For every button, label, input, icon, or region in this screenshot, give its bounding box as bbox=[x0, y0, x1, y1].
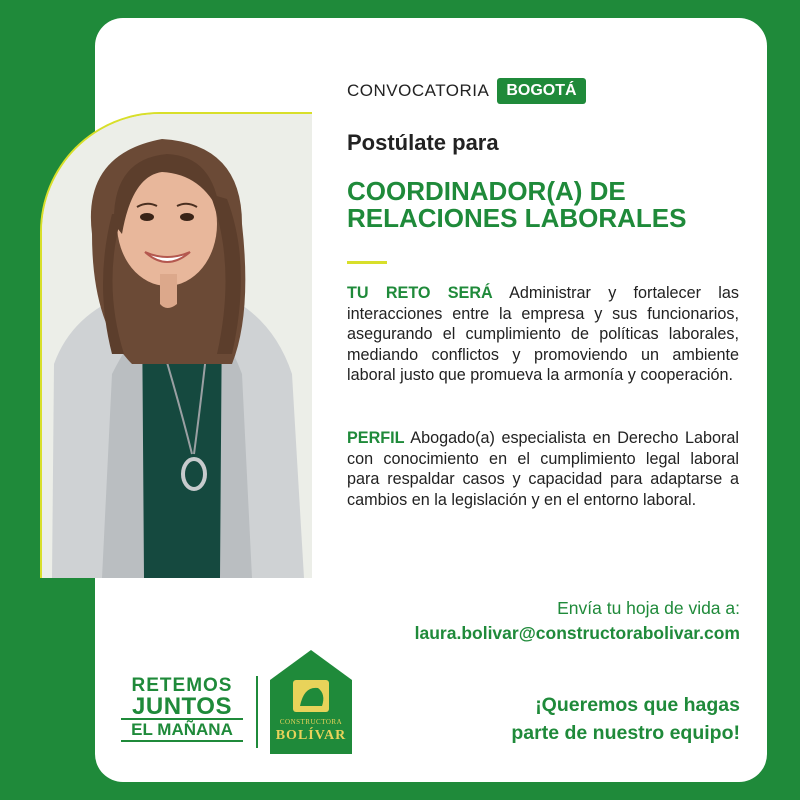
closing-message bbox=[511, 691, 740, 747]
profile-paragraph bbox=[347, 428, 739, 510]
cta-block bbox=[415, 598, 740, 644]
company-logo bbox=[270, 650, 352, 754]
city-badge: BOGOTÁ bbox=[497, 78, 585, 104]
apply-subtitle: Postúlate para bbox=[347, 130, 499, 155]
challenge-paragraph bbox=[347, 283, 739, 386]
cta-text: Envía tu hoja de vida a: bbox=[557, 598, 740, 618]
call-label: CONVOCATORIA bbox=[347, 81, 490, 100]
job-title-line-2: RELACIONES LABORALES bbox=[347, 203, 687, 233]
closing-line-2: parte de nuestro equipo! bbox=[511, 722, 740, 744]
profile-label: PERFIL bbox=[347, 429, 405, 447]
slogan-logo bbox=[121, 676, 243, 742]
person-photo bbox=[40, 112, 312, 578]
job-title-line-1: COORDINADOR(A) DE bbox=[347, 176, 626, 206]
logo-name-line-1: CONSTRUCTORA bbox=[279, 718, 343, 726]
logo-separator bbox=[256, 676, 258, 748]
slogan-line-2: JUNTOS bbox=[132, 693, 232, 720]
call-header bbox=[347, 78, 586, 104]
logo-name-line-2: BOLÍVAR bbox=[275, 728, 347, 743]
divider bbox=[347, 261, 387, 264]
slogan-line-1: RETEMOS bbox=[131, 675, 233, 696]
challenge-label: TU RETO SERÁ bbox=[347, 284, 493, 302]
slogan-line-3: EL MAÑANA bbox=[121, 718, 243, 742]
job-title bbox=[347, 178, 727, 232]
closing-line-1: ¡Queremos que hagas bbox=[535, 694, 740, 716]
contact-email[interactable]: laura.bolivar@constructorabolivar.com bbox=[414, 623, 740, 643]
person-illustration bbox=[42, 114, 312, 578]
challenge-text: Administrar y fortalecer las interacciones entre la empresa y sus funcionarios, asegurando el cumplimiento de políticas laborales, mediando conflictos y promoviendo un ambiente laboral justo que promueva la armonía y cooperación. bbox=[347, 284, 739, 384]
profile-text: Abogado(a) especialista en Derecho Laboral con conocimiento en el cumplimiento legal laboral para respaldar casos y capacidad para adaptarse a cambios en la legislación y en el entorno laboral. bbox=[347, 429, 739, 509]
